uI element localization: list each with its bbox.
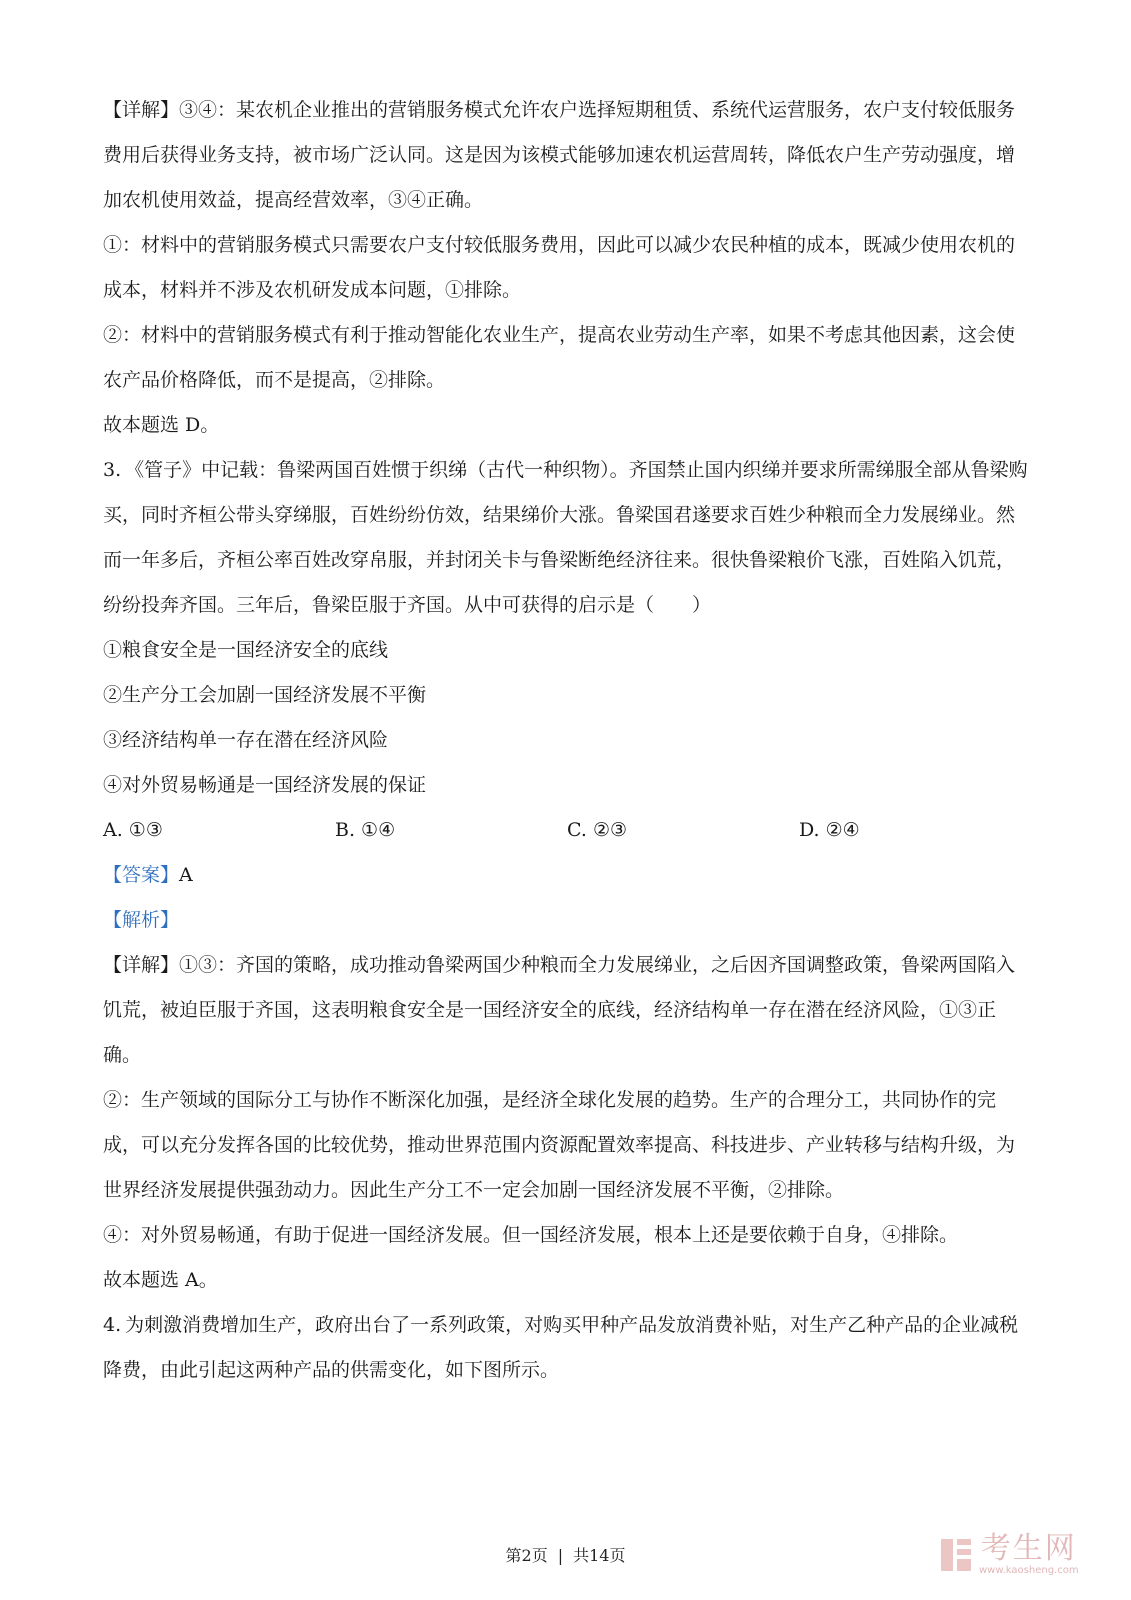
q3-number: 3. bbox=[103, 459, 122, 481]
q3-detail-paragraph-3: ④：对外贸易畅通，有助于促进一国经济发展。但一国经济发展，根本上还是要依赖于自身，④排除。 bbox=[103, 1224, 959, 1246]
q3-statement: ②生产分工会加剧一国经济发展不平衡 bbox=[103, 684, 427, 706]
answer-value: A bbox=[179, 864, 193, 886]
q4-stem bbox=[103, 1303, 1033, 1393]
q2-detail-paragraph-2: ①：材料中的营销服务模式只需要农户支付较低服务费用，因此可以减少农民种植的成本，既减少使用农机的成本，材料并不涉及农机研发成本问题，①排除。 bbox=[103, 234, 1016, 301]
q3-option-b: B. ①④ bbox=[335, 819, 396, 841]
document-body bbox=[103, 88, 1033, 1393]
watermark-url: www.kaosheng.com bbox=[979, 1565, 1079, 1576]
q3-stem bbox=[103, 448, 1033, 628]
footer-separator: | bbox=[557, 1546, 564, 1565]
q3-answer bbox=[103, 853, 1033, 898]
q3-conclusion: 故本题选 A。 bbox=[103, 1269, 218, 1291]
q2-detail-paragraph-1: 【详解】③④：某农机企业推出的营销服务模式允许农户选择短期租赁、系统代运营服务，农户支付较低服务费用后获得业务支持，被市场广泛认同。这是因为该模式能够加速农机运营周转，降低农户生产劳动强度，增加农机使用效益，提高经营效率，③④正确。 bbox=[103, 99, 1016, 211]
q3-option-d: D. ②④ bbox=[799, 819, 860, 841]
watermark-name: 考生网 bbox=[980, 1531, 1077, 1566]
page-footer bbox=[0, 1543, 1131, 1566]
q3-option-a: A. ①③ bbox=[103, 819, 163, 841]
q3-option-c: C. ②③ bbox=[567, 819, 628, 841]
page-total: 共14页 bbox=[573, 1546, 626, 1565]
analysis-tag: 【解析】 bbox=[103, 909, 180, 931]
q2-detail-paragraph-3: ②：材料中的营销服务模式有利于推动智能化农业生产，提高农业劳动生产率，如果不考虑其他因素，这会使农产品价格降低，而不是提高，②排除。 bbox=[103, 324, 1016, 391]
q3-statement: ④对外贸易畅通是一国经济发展的保证 bbox=[103, 774, 427, 796]
q3-statement: ①粮食安全是一国经济安全的底线 bbox=[103, 639, 389, 661]
q3-stem-text: 《管子》中记载：鲁梁两国百姓惯于织绨（古代一种织物）。齐国禁止国内织绨并要求所需绨服全部从鲁梁购买，同时齐桓公带头穿绨服，百姓纷纷仿效，结果绨价大涨。鲁梁国君遂要求百姓少种粮而全力发展绨业。然而一年多后，齐桓公率百姓改穿帛服，并封闭关卡与鲁梁断绝经济往来。很快鲁梁粮价飞涨，百姓陷入饥荒，纷纷投奔齐国。三年后，鲁梁臣服于齐国。从中可获得的启示是（ ） bbox=[103, 459, 1028, 616]
q3-detail-paragraph-2: ②：生产领域的国际分工与协作不断深化加强，是经济全球化发展的趋势。生产的合理分工，共同协作的完成，可以充分发挥各国的比较优势，推动世界范围内资源配置效率提高、科技进步、产业转移与结构升级，为世界经济发展提供强劲动力。因此生产分工不一定会加剧一国经济发展不平衡，②排除。 bbox=[103, 1089, 1016, 1201]
q4-stem-text: 为刺激消费增加生产，政府出台了一系列政策，对购买甲种产品发放消费补贴，对生产乙种产品的企业减税降费，由此引起这两种产品的供需变化，如下图所示。 bbox=[103, 1314, 1019, 1381]
q4-number: 4. bbox=[103, 1314, 122, 1336]
q3-options bbox=[103, 808, 1033, 853]
q2-conclusion: 故本题选 D。 bbox=[103, 414, 220, 436]
q3-detail-paragraph-1: 【详解】①③：齐国的策略，成功推动鲁梁两国少种粮而全力发展绨业，之后因齐国调整政策，鲁梁两国陷入饥荒，被迫臣服于齐国，这表明粮食安全是一国经济安全的底线，经济结构单一存在潜在经济风险，①③正确。 bbox=[103, 954, 1016, 1066]
page-number: 第2页 bbox=[505, 1546, 548, 1565]
answer-tag: 【答案】 bbox=[103, 864, 180, 886]
q3-statement: ③经济结构单一存在潜在经济风险 bbox=[103, 729, 389, 751]
